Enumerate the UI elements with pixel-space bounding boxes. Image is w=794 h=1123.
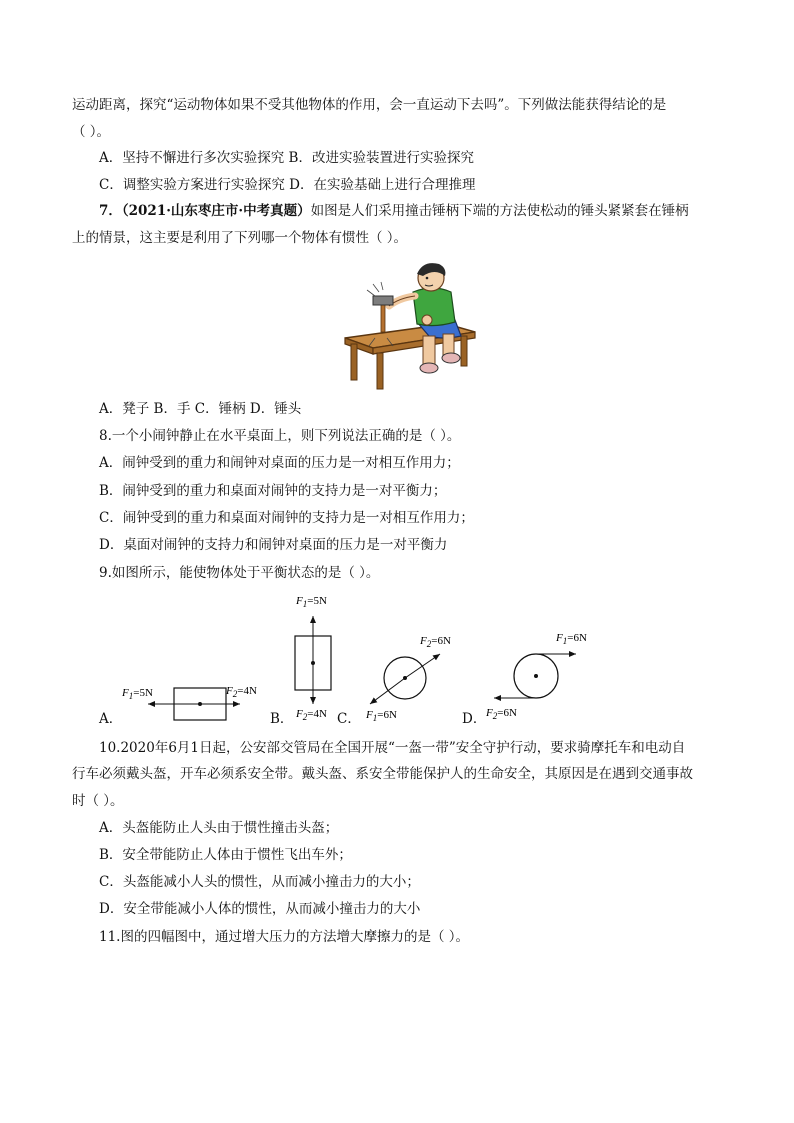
q6-stem-line2: （ ）。 bbox=[72, 124, 111, 140]
q9-figure-c bbox=[356, 628, 456, 724]
q10-stem-line2: 行车必须戴头盔，开车必须系安全带。戴头盔、系安全带能保护人的生命安全，其原因是在遇到交通事故 bbox=[72, 766, 693, 782]
svg-text:F1=5N: $F_1=5N$ bbox=[122, 687, 153, 701]
svg-text:F1=6N: $F_1=6N$ bbox=[556, 632, 587, 646]
q9-d-f2-label: F bbox=[486, 707, 493, 719]
q7-source: 7．（2021·山东枣庄市·中考真题） bbox=[99, 203, 311, 219]
q6-stem-line1: 运动距离，探究“运动物体如果不受其他物体的作用，会一直运动下去吗”。下列做法能获得结论的是 bbox=[72, 97, 667, 113]
q10-option-c: C．头盔能减小人头的惯性，从而减小撞击力的大小； bbox=[99, 874, 420, 890]
q10-stem-line1: 10.2020年6月1日起，公安部交管局在全国开展“一盔一带”安全守护行动，要求骑摩托车和电动自 bbox=[99, 740, 686, 756]
q6-options-ab: A．坚持不懈进行多次实验探究 B．改进实验装置进行实验探究 bbox=[99, 150, 474, 166]
q9-option-b-label: B． bbox=[270, 711, 294, 727]
svg-text:F2=4N: $F_2=4N$ bbox=[296, 708, 327, 722]
svg-text:F2=6N: $F_2=6N$ bbox=[486, 707, 517, 721]
q9-b-f2-label: F bbox=[296, 708, 303, 720]
q7-options: A．凳子 B．手 C．锤柄 D．锤头 bbox=[99, 401, 302, 417]
q9-d-f1-label: F bbox=[556, 632, 563, 644]
q7-stem-text: 如图是人们采用撞击锤柄下端的方法使松动的锤头紧紧套在锤柄 bbox=[310, 203, 689, 219]
q10-stem-line3: 时（ ）。 bbox=[72, 793, 124, 809]
svg-text:F2=4N: $F_2=4N$ bbox=[226, 685, 257, 699]
q11-stem: 11.图的四幅图中，通过增大压力的方法增大摩擦力的是（ ）。 bbox=[99, 929, 470, 945]
q9-a-f1-label: F bbox=[122, 687, 129, 699]
q9-c-f1-label: F bbox=[366, 709, 373, 721]
svg-text:F1=6N: $F_1=6N$ bbox=[366, 709, 397, 723]
q10-option-d: D．安全带能减小人体的惯性，从而减小撞击力的大小 bbox=[99, 901, 421, 917]
q7-stem-line1 bbox=[99, 201, 689, 221]
q10-option-b: B．安全带能防止人体由于惯性飞出车外； bbox=[99, 847, 352, 863]
q8-stem: 8.一个小闹钟静止在水平桌面上，则下列说法正确的是（ ）。 bbox=[99, 428, 461, 444]
q9-option-c-label: C． bbox=[337, 711, 361, 727]
svg-text:F1=5N: $F_1=5N$ bbox=[296, 595, 327, 609]
q8-option-d: D．桌面对闹钟的支持力和闹钟对桌面的压力是一对平衡力 bbox=[99, 537, 448, 553]
svg-text:F2=6N: $F_2=6N$ bbox=[420, 635, 451, 649]
q9-option-d-label: D． bbox=[462, 711, 487, 727]
q8-option-a: A．闹钟受到的重力和闹钟对桌面的压力是一对相互作用力； bbox=[99, 455, 460, 471]
q9-stem: 9.如图所示，能使物体处于平衡状态的是（ ）。 bbox=[99, 565, 380, 581]
q9-figure-d bbox=[482, 622, 606, 724]
q9-c-f2-label: F bbox=[420, 635, 427, 647]
q7-hammer-illustration bbox=[343, 258, 479, 392]
q9-b-f1-label: F bbox=[296, 595, 303, 607]
q9-option-a-label: A． bbox=[99, 711, 123, 727]
q9-a-f2-label: F bbox=[226, 685, 233, 697]
q10-option-a: A．头盔能防止人头由于惯性撞击头盔； bbox=[99, 820, 339, 836]
q6-options-cd: C．调整实验方案进行实验探究 D．在实验基础上进行合理推理 bbox=[99, 177, 476, 193]
q9-figure-b bbox=[290, 590, 350, 724]
q7-stem-line2: 上的情景，这主要是利用了下列哪一个物体有惯性（ ）。 bbox=[72, 230, 408, 246]
q8-option-b: B．闹钟受到的重力和桌面对闹钟的支持力是一对平衡力； bbox=[99, 483, 447, 499]
q8-option-c: C．闹钟受到的重力和桌面对闹钟的支持力是一对相互作用力； bbox=[99, 510, 474, 526]
q9-figure-a bbox=[120, 676, 257, 724]
